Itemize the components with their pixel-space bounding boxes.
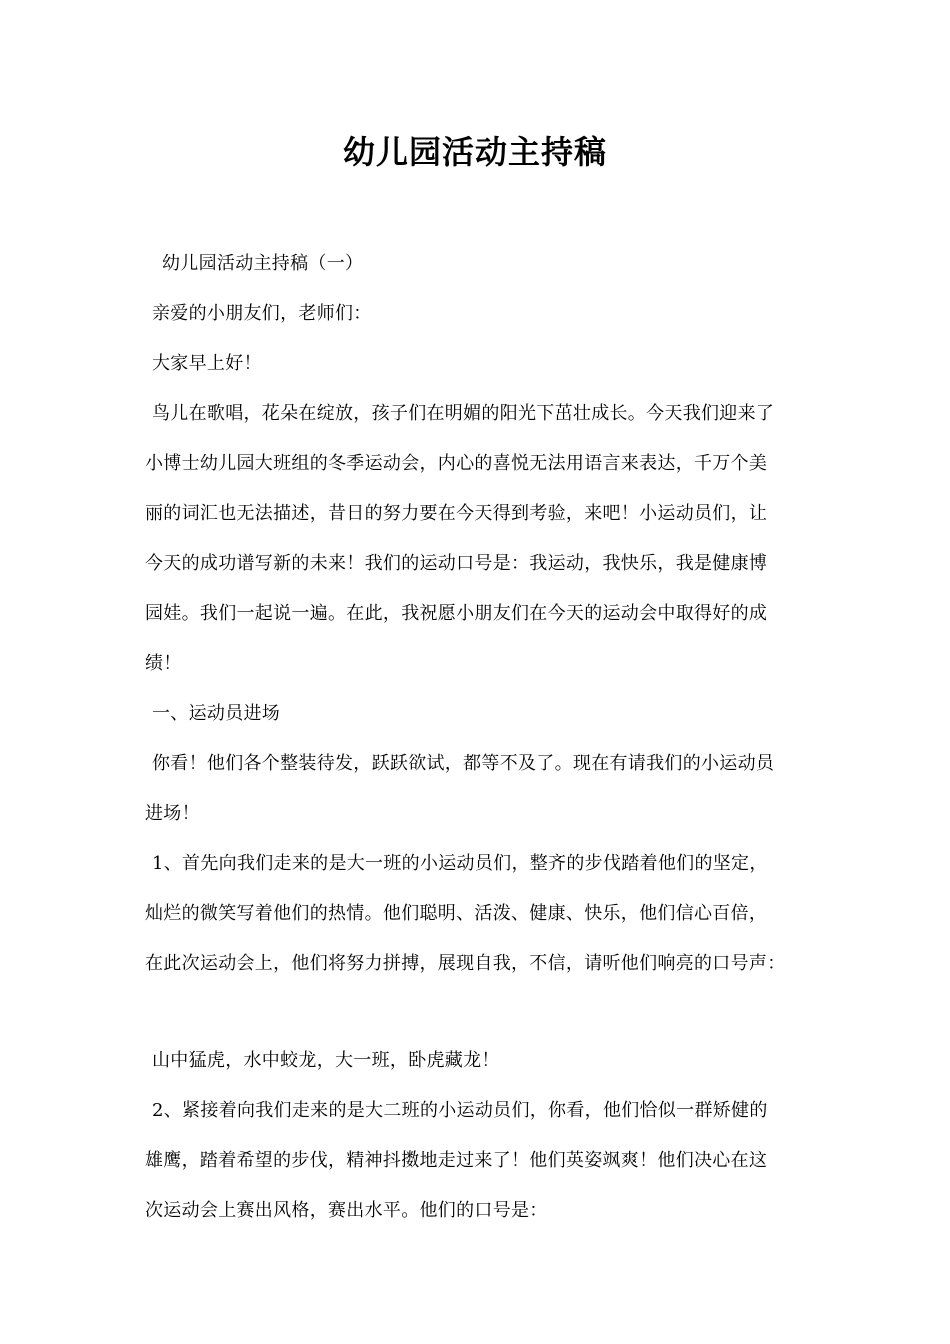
paragraph-line: 灿烂的微笑写着他们的热情。他们聪明、活泼、健康、快乐，他们信心百倍， bbox=[145, 903, 768, 924]
paragraph-line: 丽的词汇也无法描述，昔日的努力要在今天得到考验，来吧！小运动员们，让 bbox=[145, 503, 768, 524]
document-title: 幼儿园活动主持稿 bbox=[342, 133, 607, 171]
greeting-morning: 大家早上好！ bbox=[152, 353, 262, 374]
paragraph-line: 小博士幼儿园大班组的冬季运动会，内心的喜悦无法用语言来表达，千万个美 bbox=[145, 453, 768, 474]
section-heading-2: 一、运动员进场 bbox=[152, 703, 281, 724]
paragraph-line: 今天的成功谱写新的未来！我们的运动口号是：我运动，我快乐，我是健康博 bbox=[145, 553, 768, 574]
paragraph-line: 园娃。我们一起说一遍。在此，我祝愿小朋友们在今天的运动会中取得好的成 bbox=[145, 603, 768, 624]
paragraph-line: 你看！他们各个整装待发，跃跃欲试，都等不及了。现在有请我们的小运动员 bbox=[152, 753, 775, 774]
paragraph-line: 进场！ bbox=[145, 803, 200, 824]
section-heading-1: 幼儿园活动主持稿（一） bbox=[162, 253, 364, 274]
paragraph-line: 1、首先向我们走来的是大一班的小运动员们，整齐的步伐踏着他们的坚定， bbox=[152, 853, 768, 874]
paragraph-line: 在此次运动会上，他们将努力拼搏，展现自我，不信，请听他们响亮的口号声： bbox=[145, 953, 786, 974]
paragraph-line: 2、紧接着向我们走来的是大二班的小运动员们，你看，他们恰似一群矫健的 bbox=[152, 1100, 768, 1121]
greeting-line: 亲爱的小朋友们，老师们： bbox=[152, 303, 372, 324]
paragraph-line: 次运动会上赛出风格，赛出水平。他们的口号是： bbox=[145, 1200, 548, 1221]
paragraph-line: 雄鹰，踏着希望的步伐，精神抖擞地走过来了！他们英姿飒爽！他们决心在这 bbox=[145, 1150, 768, 1171]
slogan-line: 山中猛虎，水中蛟龙，大一班，卧虎藏龙！ bbox=[152, 1050, 500, 1071]
paragraph-line: 鸟儿在歌唱，花朵在绽放，孩子们在明媚的阳光下茁壮成长。今天我们迎来了 bbox=[152, 403, 775, 424]
paragraph-line: 绩！ bbox=[145, 653, 182, 674]
